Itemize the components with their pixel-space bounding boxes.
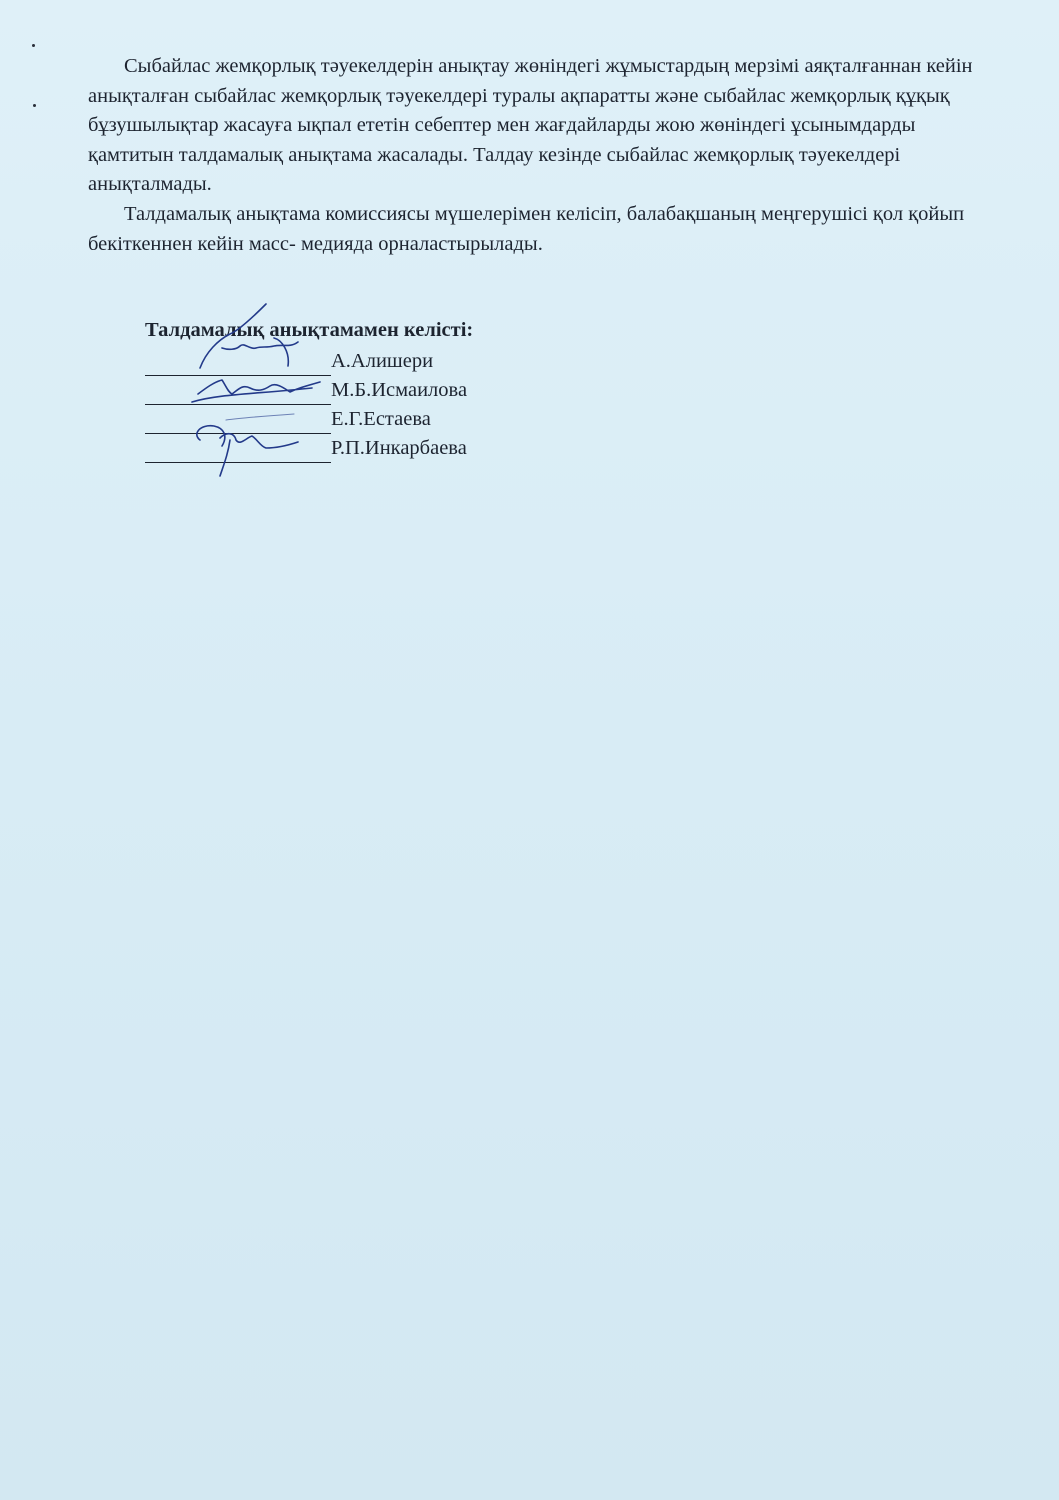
document-body	[88, 52, 978, 259]
signatory-name: Р.П.Инкарбаева	[331, 437, 467, 459]
signature-line	[145, 382, 331, 405]
signatory-name: М.Б.Исмаилова	[331, 379, 468, 401]
margin-mark	[32, 44, 35, 47]
agreement-heading: Талдамалық анықтамамен келісті:	[145, 319, 474, 341]
signature-row	[145, 376, 645, 405]
signature-line	[145, 411, 331, 434]
paragraph-risks: Сыбайлас жемқорлық тәуекелдерін анықтау жөніндегі жұмыстардың мерзімі аяқталғаннан кейін анықталған сыбайлас жемқорлық тәуекелдері туралы ақпаратты және сыбайлас жемқорлық құқық бұзушылықтар жасауға ықпал ететін себептер мен жағдайларды жою жөніндегі ұсынымдарды қамтитын талдамалық анықтама жасалады. Талдау кезінде сыбайлас жемқорлық тәуекелдері анықталмады.	[88, 55, 973, 196]
signatory-name: Е.Г.Естаева	[331, 408, 431, 430]
signature-row	[145, 434, 645, 463]
signature-row	[145, 347, 645, 376]
agreement-block	[145, 316, 645, 463]
signature-line	[145, 440, 331, 463]
margin-mark	[33, 104, 36, 107]
signature-line	[145, 353, 331, 376]
signature-row	[145, 405, 645, 434]
paragraph-approval: Талдамалық анықтама комиссиясы мүшелерімен келісіп, балабақшаның меңгерушісі қол қойып бекіткеннен кейін масс- медияда орналастырылады.	[88, 202, 965, 255]
signatory-name: А.Алишери	[331, 350, 434, 372]
